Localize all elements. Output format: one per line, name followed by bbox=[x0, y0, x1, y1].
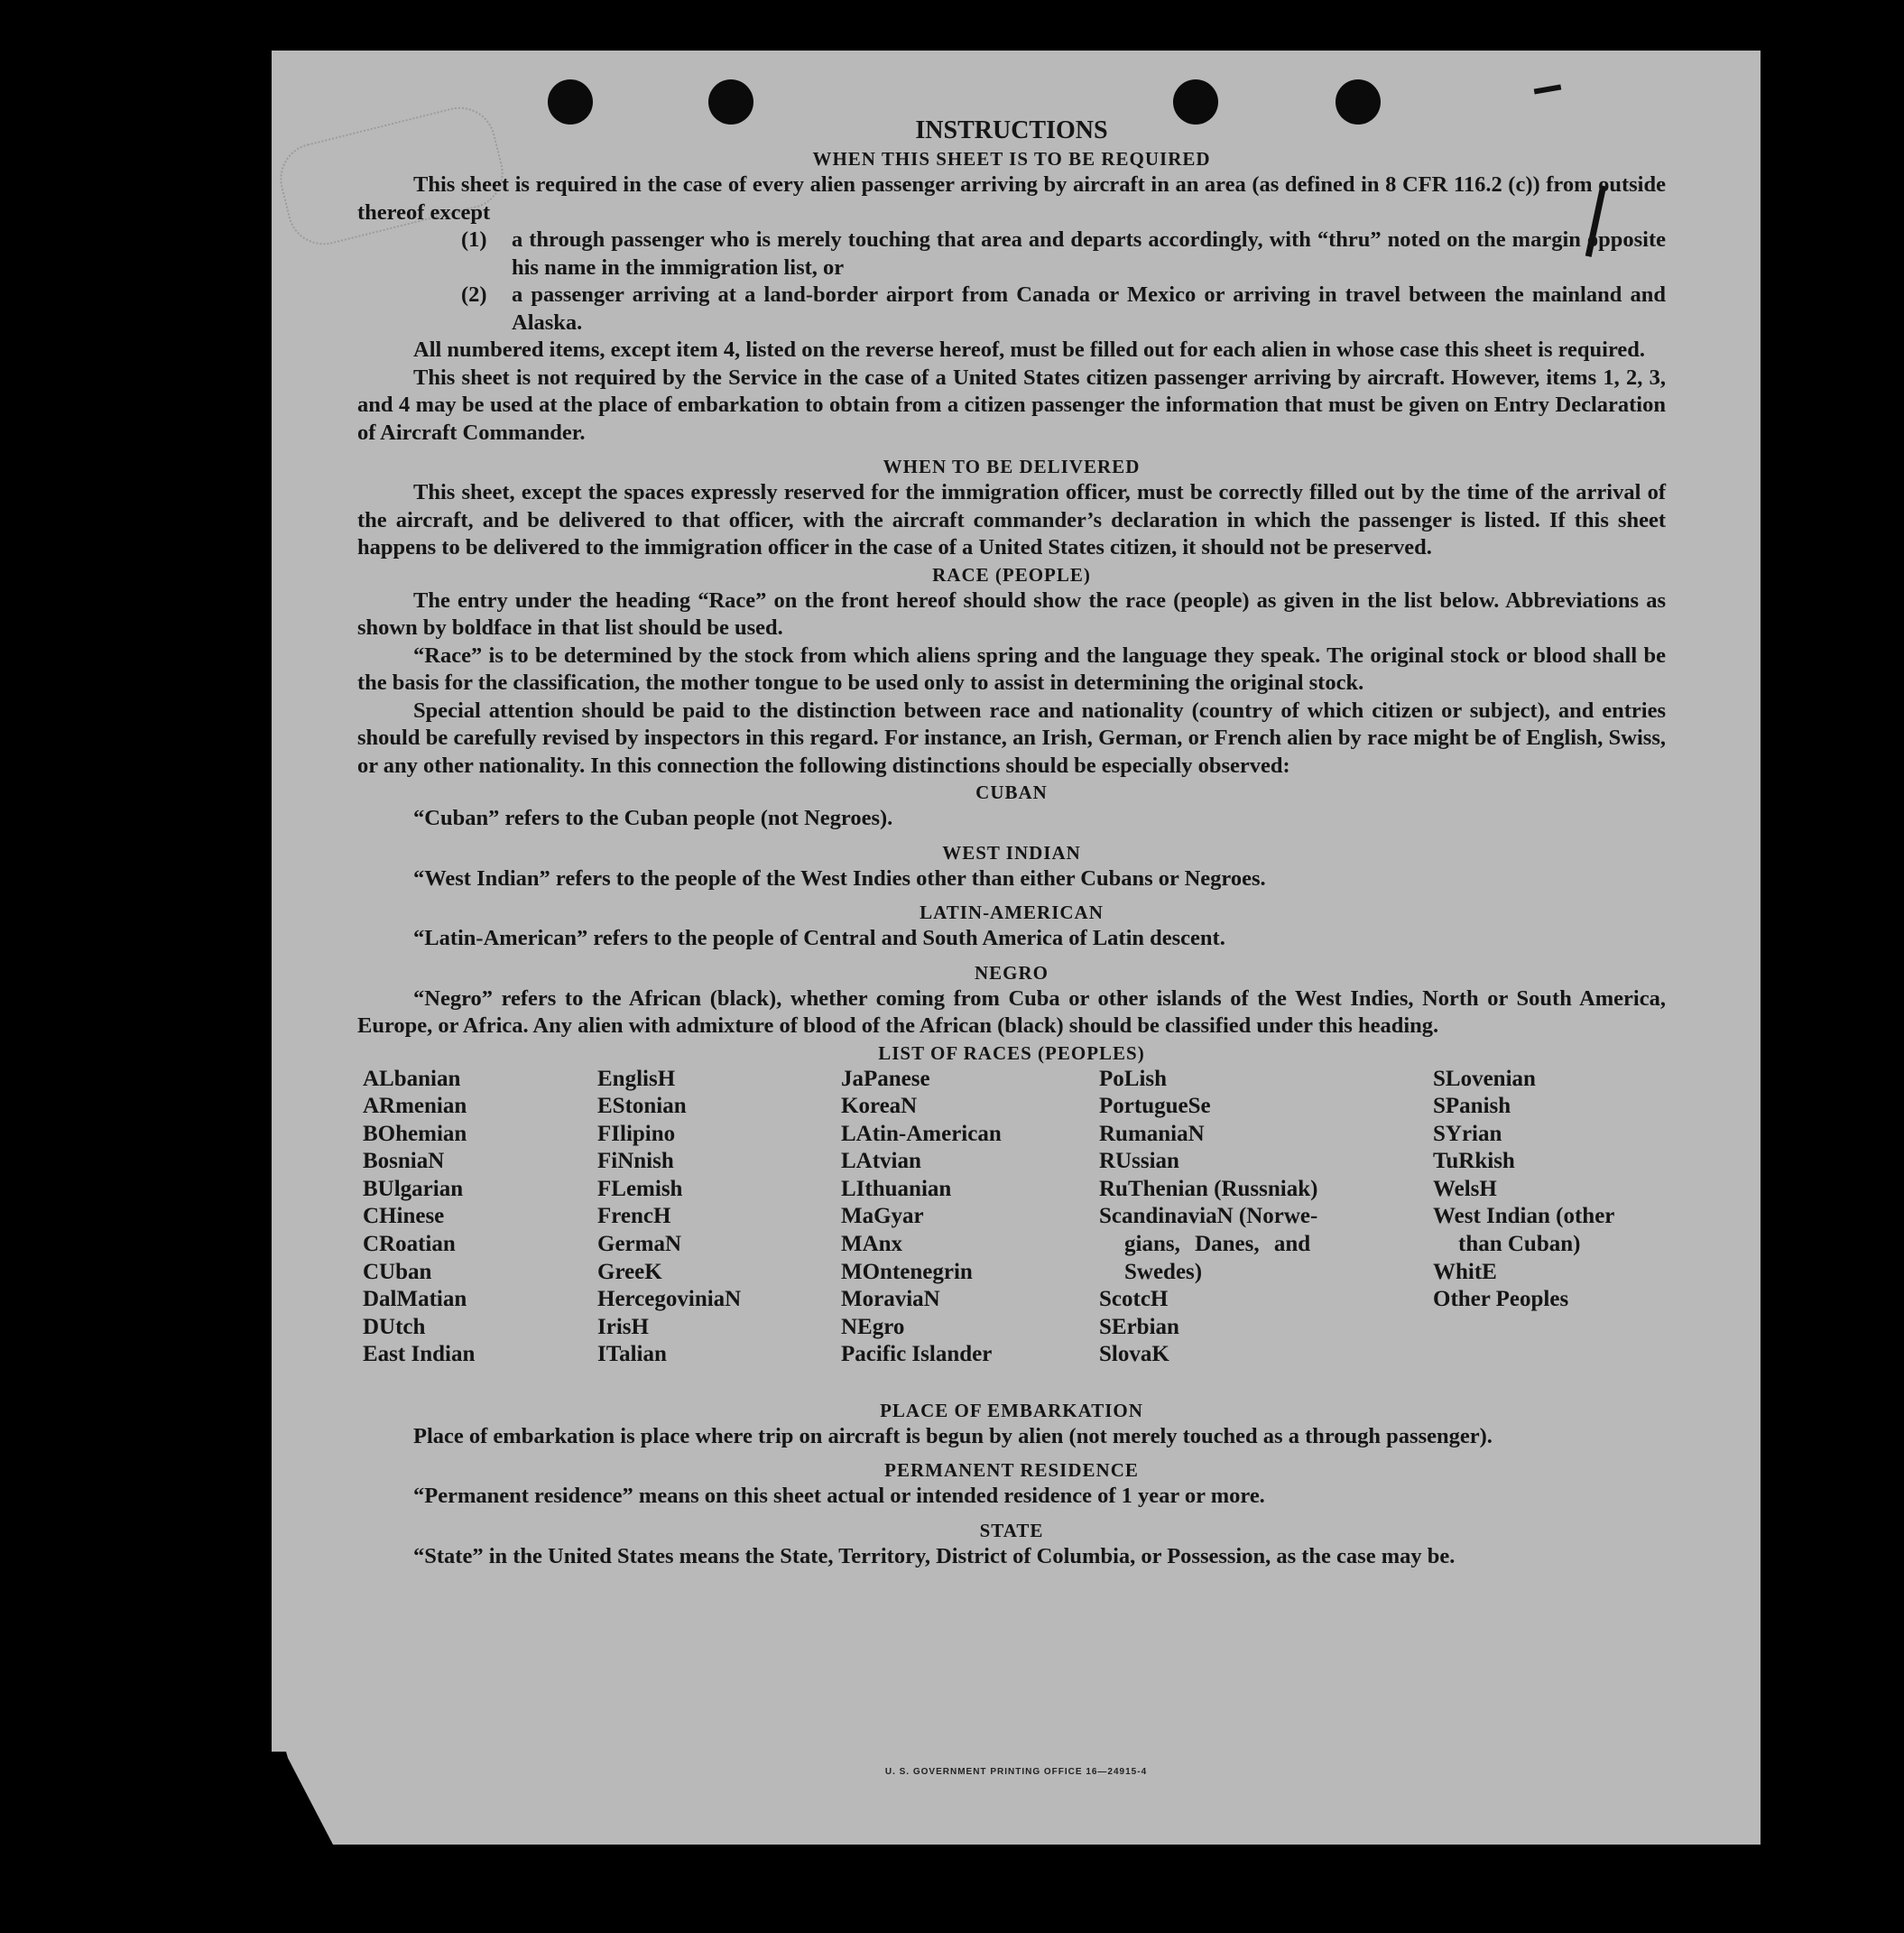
race-entry: gians, Danes, and bbox=[1124, 1232, 1311, 1257]
section-heading: WHEN THIS SHEET IS TO BE REQUIRED bbox=[812, 148, 1211, 170]
race-entry: SYrian bbox=[1433, 1121, 1502, 1146]
paragraph: This sheet is required in the case of every alien passenger arriving by aircraft in an area (as defined in 8 CFR 116.2 (c)) from outside thereof except bbox=[357, 172, 1666, 225]
race-entry: RumaniaN bbox=[1099, 1121, 1205, 1146]
race-entry: LAtin-American bbox=[841, 1121, 1002, 1146]
race-entry: PoLish bbox=[1099, 1066, 1168, 1091]
race-entry: Swedes) bbox=[1124, 1259, 1203, 1284]
paragraph: Place of embarkation is place where trip on aircraft is begun by alien (not merely touched as a through passenger). bbox=[413, 1423, 1493, 1448]
section-heading: CUBAN bbox=[975, 782, 1048, 803]
race-list bbox=[357, 1066, 1666, 1398]
race-entry: ITalian bbox=[597, 1342, 667, 1367]
section-heading: LIST OF RACES (PEOPLES) bbox=[878, 1041, 1145, 1064]
paragraph: “State” in the United States means the State, Territory, District of Columbia, or Possession, as the case may be. bbox=[413, 1543, 1456, 1568]
race-entry: LIthuanian bbox=[841, 1176, 952, 1201]
race-entry: WelsH bbox=[1433, 1176, 1497, 1201]
race-entry: BUlgarian bbox=[363, 1176, 464, 1201]
race-entry: LAtvian bbox=[841, 1149, 921, 1174]
race-entry: West Indian (other bbox=[1433, 1204, 1615, 1229]
race-entry: FiNnish bbox=[597, 1149, 674, 1174]
section-heading: NEGRO bbox=[974, 961, 1049, 984]
race-entry: WhitE bbox=[1433, 1259, 1497, 1284]
race-entry: CHinese bbox=[363, 1204, 445, 1229]
race-entry: BosniaN bbox=[363, 1149, 445, 1174]
paragraph: All numbered items, except item 4, listed on the reverse hereof, must be filled out for each alien in whose case this sheet is required. bbox=[413, 338, 1646, 362]
paragraph: “West Indian” refers to the people of the West Indies other than either Cubans or Negroes. bbox=[413, 865, 1266, 891]
race-entry: ScandinaviaN (Norwe- bbox=[1099, 1204, 1318, 1229]
race-entry: TuRkish bbox=[1433, 1149, 1515, 1174]
section-heading: PERMANENT RESIDENCE bbox=[884, 1459, 1139, 1481]
paragraph: “Negro” refers to the African (black), whether coming from Cuba or other islands of the West Indies, North or South America, Europe, or Africa. Any alien with admixture of blood of the African (black) should be classified under this heading. bbox=[357, 985, 1666, 1038]
race-entry: FIlipino bbox=[597, 1121, 676, 1146]
paragraph: “Race” is to be determined by the stock from which aliens spring and the language they speak. The original stock or blood shall be the basis for the classification, the mother tongue to be used only to assist in determining the original stock. bbox=[357, 643, 1666, 695]
race-entry: FLemish bbox=[597, 1176, 683, 1201]
race-entry: ScotcH bbox=[1099, 1287, 1169, 1312]
race-entry: ARmenian bbox=[363, 1094, 467, 1119]
race-entry: MAnx bbox=[841, 1232, 903, 1257]
section-heading: WEST INDIAN bbox=[942, 841, 1081, 864]
race-entry: SlovaK bbox=[1099, 1342, 1169, 1367]
document-body bbox=[357, 116, 1666, 1570]
race-column bbox=[841, 1066, 1002, 1370]
race-column bbox=[1433, 1066, 1614, 1314]
race-entry: RuThenian (Russniak) bbox=[1099, 1176, 1318, 1201]
race-entry: EStonian bbox=[597, 1094, 687, 1119]
race-entry: GreeK bbox=[597, 1259, 662, 1284]
race-entry: MoraviaN bbox=[841, 1287, 940, 1312]
race-entry: PortugueSe bbox=[1099, 1094, 1211, 1119]
race-entry: SLovenian bbox=[1433, 1066, 1536, 1091]
race-entry: BOhemian bbox=[363, 1121, 467, 1146]
race-entry: NEgro bbox=[841, 1314, 905, 1339]
paragraph: This sheet, except the spaces expressly reserved for the immigration officer, must be correctly filled out by the time of the arrival of the aircraft, and be delivered to that officer, with the aircraft commander’s declaration in which the passenger is listed. If this sheet happens to be delivered to the immigration officer in the case of a United States citizen, it should not be preserved. bbox=[357, 480, 1666, 560]
paragraph: “Cuban” refers to the Cuban people (not Negroes). bbox=[413, 806, 893, 830]
race-entry: MaGyar bbox=[841, 1204, 924, 1229]
race-entry: EnglisH bbox=[597, 1066, 676, 1091]
paragraph: This sheet is not required by the Service in the case of a United States citizen passenger arriving by aircraft. However, items 1, 2, 3, and 4 may be used at the place of embarkation to obtain from a citizen passenger the information that must be given on Entry Declaration of Aircraft Commander. bbox=[357, 365, 1666, 445]
race-entry: KoreaN bbox=[841, 1094, 918, 1119]
list-item: (1) a through passenger who is merely touching that area and departs accordingly, with “thru” noted on the margin opposite his name in the immigration list, or bbox=[461, 227, 1666, 280]
page-title: INSTRUCTIONS bbox=[915, 116, 1108, 144]
race-entry: MOntenegrin bbox=[841, 1259, 973, 1284]
race-column bbox=[597, 1066, 741, 1370]
race-entry: DalMatian bbox=[363, 1287, 467, 1312]
race-entry: GermaN bbox=[597, 1232, 682, 1257]
paragraph: Special attention should be paid to the distinction between race and nationality (country of which citizen or subject), and entries should be carefully revised by inspectors in this regard. For instance, an Irish, German, or French alien by race might be of English, Swiss, or any other nationality. In this connection the following distinctions should be especially observed: bbox=[357, 698, 1666, 778]
paragraph: “Permanent residence” means on this sheet actual or intended residence of 1 year or more. bbox=[413, 1484, 1265, 1508]
race-entry: DUtch bbox=[363, 1314, 426, 1339]
printing-office-footer: U. S. GOVERNMENT PRINTING OFFICE 16—24915-4 bbox=[884, 1767, 1148, 1777]
race-entry: Pacific Islander bbox=[841, 1342, 993, 1367]
race-entry: RUssian bbox=[1099, 1149, 1179, 1174]
section-heading: PLACE OF EMBARKATION bbox=[880, 1399, 1143, 1421]
section-heading: LATIN-AMERICAN bbox=[920, 902, 1104, 923]
race-entry: FrencH bbox=[597, 1204, 671, 1229]
race-entry: East Indian bbox=[363, 1342, 476, 1367]
race-entry: HercegoviniaN bbox=[597, 1287, 742, 1312]
paragraph: “Latin-American” refers to the people of Central and South America of Latin descent. bbox=[413, 926, 1225, 950]
race-entry: CUban bbox=[363, 1259, 432, 1284]
paragraph: The entry under the heading “Race” on the front hereof should show the race (people) as given in the list below. Abbreviations as shown by boldface in that list should be used. bbox=[357, 587, 1666, 640]
race-entry: ALbanian bbox=[363, 1066, 461, 1091]
race-entry: SErbian bbox=[1099, 1314, 1179, 1339]
section-heading: STATE bbox=[979, 1519, 1044, 1541]
race-entry: IrisH bbox=[597, 1314, 649, 1339]
section-heading: WHEN TO BE DELIVERED bbox=[883, 456, 1141, 477]
race-entry: CRoatian bbox=[363, 1232, 456, 1257]
race-column bbox=[1099, 1066, 1370, 1370]
race-entry: Other Peoples bbox=[1433, 1287, 1569, 1312]
race-column bbox=[363, 1066, 475, 1370]
race-entry: SPanish bbox=[1433, 1094, 1511, 1119]
list-item: (2) a passenger arriving at a land-border airport from Canada or Mexico or arriving in travel between the mainland and Alaska. bbox=[461, 282, 1666, 335]
section-heading: RACE (PEOPLE) bbox=[932, 563, 1091, 586]
race-entry: JaPanese bbox=[841, 1066, 930, 1091]
race-entry: than Cuban) bbox=[1458, 1232, 1581, 1257]
